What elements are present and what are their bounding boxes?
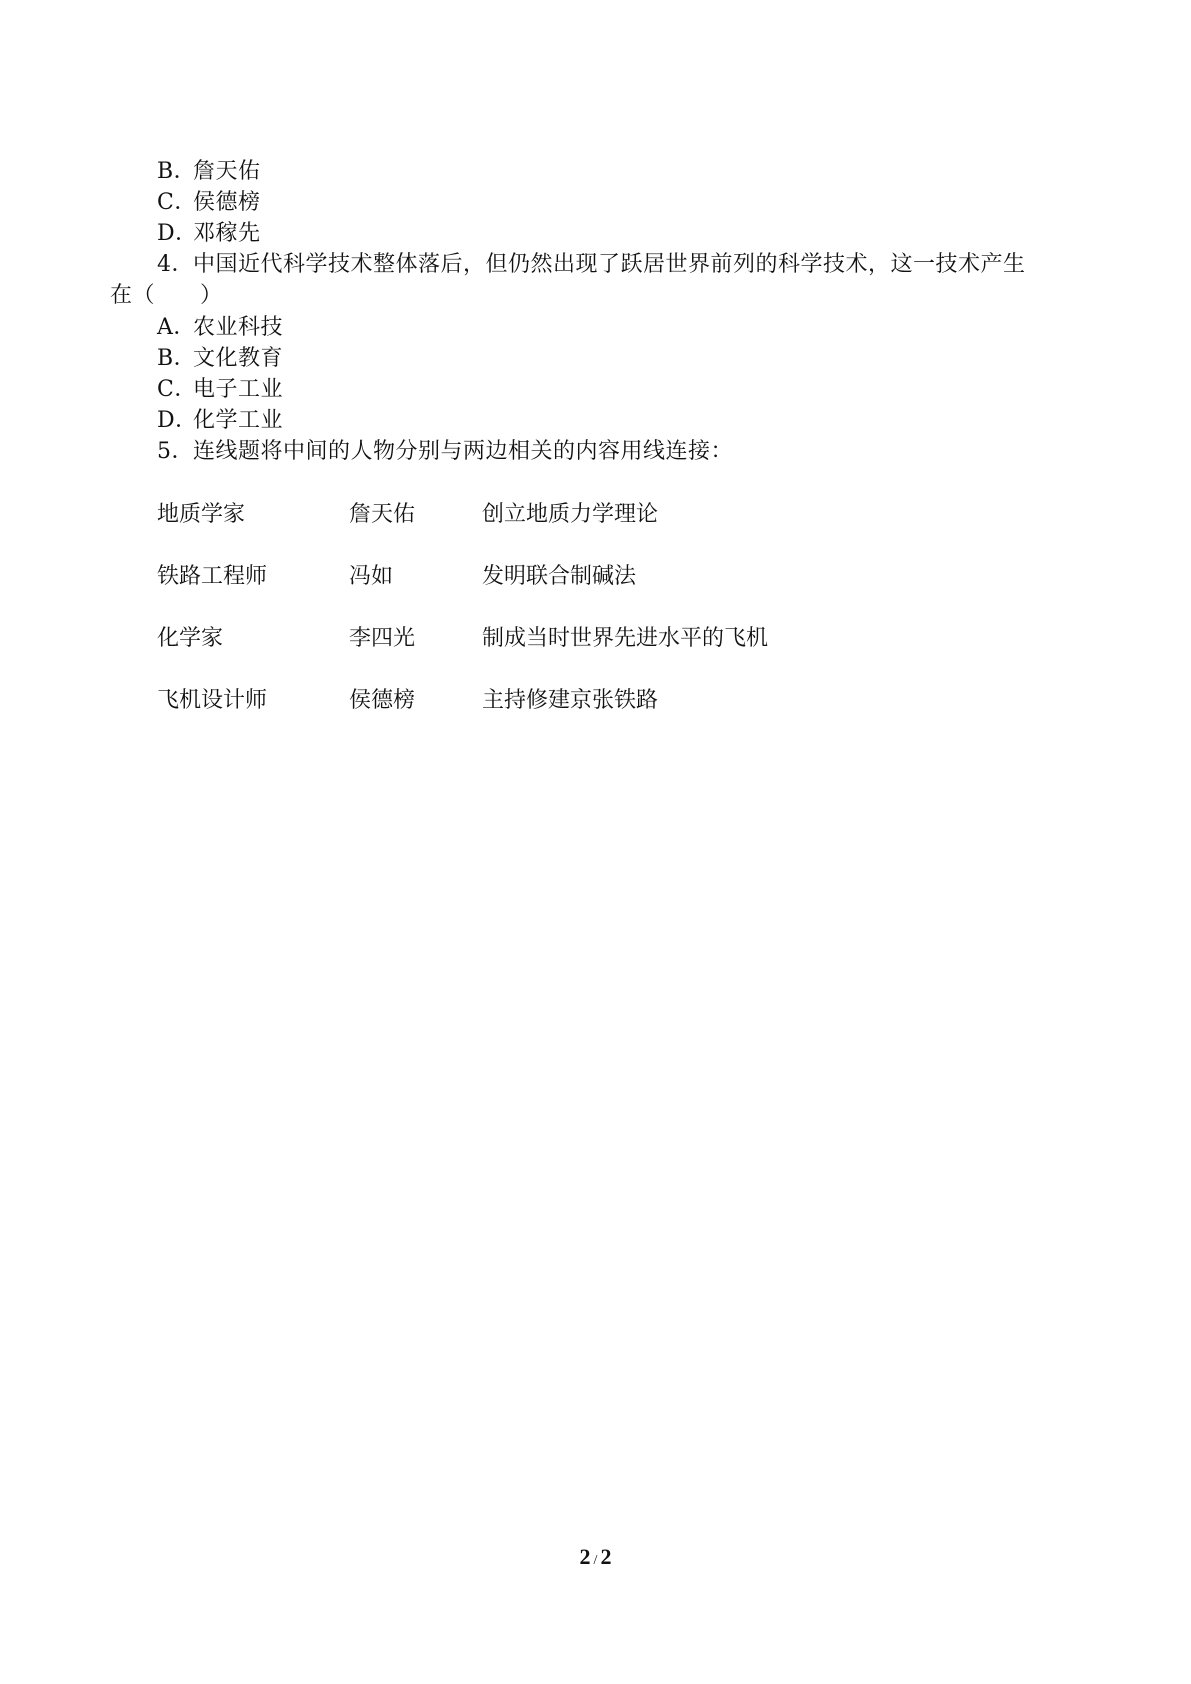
page-separator: / (593, 1553, 598, 1568)
question-stem: 连线题将中间的人物分别与两边相关的内容用线连接： (193, 439, 734, 464)
match-middle-person: 詹天佑 (349, 502, 416, 527)
match-middle-person: 侯德榜 (349, 688, 416, 713)
q4-stem-line1 (157, 250, 1026, 280)
match-left-occupation: 地质学家 (157, 502, 246, 527)
match-left-occupation: 化学家 (157, 626, 224, 651)
option-text: 邓稼先 (193, 221, 261, 246)
match-left-occupation: 铁路工程师 (157, 564, 268, 589)
q3-option-b (157, 157, 261, 187)
match-right-achievement: 制成当时世界先进水平的飞机 (482, 626, 769, 651)
q3-option-d (157, 219, 261, 249)
option-label: C． (157, 190, 197, 215)
option-text: 詹天佑 (193, 159, 261, 184)
option-text: 农业科技 (193, 315, 284, 340)
q4-stem-line2: 在（ ） (110, 283, 223, 308)
option-text: 电子工业 (193, 377, 284, 402)
q3-option-c (157, 188, 261, 218)
option-label: A． (157, 315, 196, 340)
option-text: 文化教育 (193, 346, 284, 371)
option-label: B． (157, 346, 197, 371)
option-text: 化学工业 (193, 408, 284, 433)
q4-option-c (157, 375, 283, 405)
q5-stem (157, 437, 733, 467)
question-number: 5． (157, 439, 194, 464)
question-stem: 中国近代科学技术整体落后，但仍然出现了跃居世界前列的科学技术，这一技术产生 (193, 252, 1026, 277)
match-middle-person: 李四光 (349, 626, 416, 651)
match-row (157, 624, 1057, 654)
match-row (157, 562, 1057, 592)
option-label: D． (157, 408, 198, 433)
current-page: 2 (579, 1544, 591, 1569)
total-pages: 2 (600, 1544, 612, 1569)
page-number (0, 1544, 1191, 1570)
match-row (157, 500, 1057, 530)
question-number: 4． (157, 252, 194, 277)
option-label: D． (157, 221, 198, 246)
q4-option-d (157, 406, 283, 436)
match-row (157, 686, 1057, 716)
match-left-occupation: 飞机设计师 (157, 688, 268, 713)
q4-option-a (157, 313, 283, 343)
match-right-achievement: 创立地质力学理论 (482, 502, 659, 527)
q4-option-b (157, 344, 283, 374)
option-label: C． (157, 377, 197, 402)
option-label: B． (157, 159, 197, 184)
match-middle-person: 冯如 (349, 564, 394, 589)
match-right-achievement: 发明联合制碱法 (482, 564, 637, 589)
option-text: 侯德榜 (193, 190, 261, 215)
match-right-achievement: 主持修建京张铁路 (482, 688, 659, 713)
